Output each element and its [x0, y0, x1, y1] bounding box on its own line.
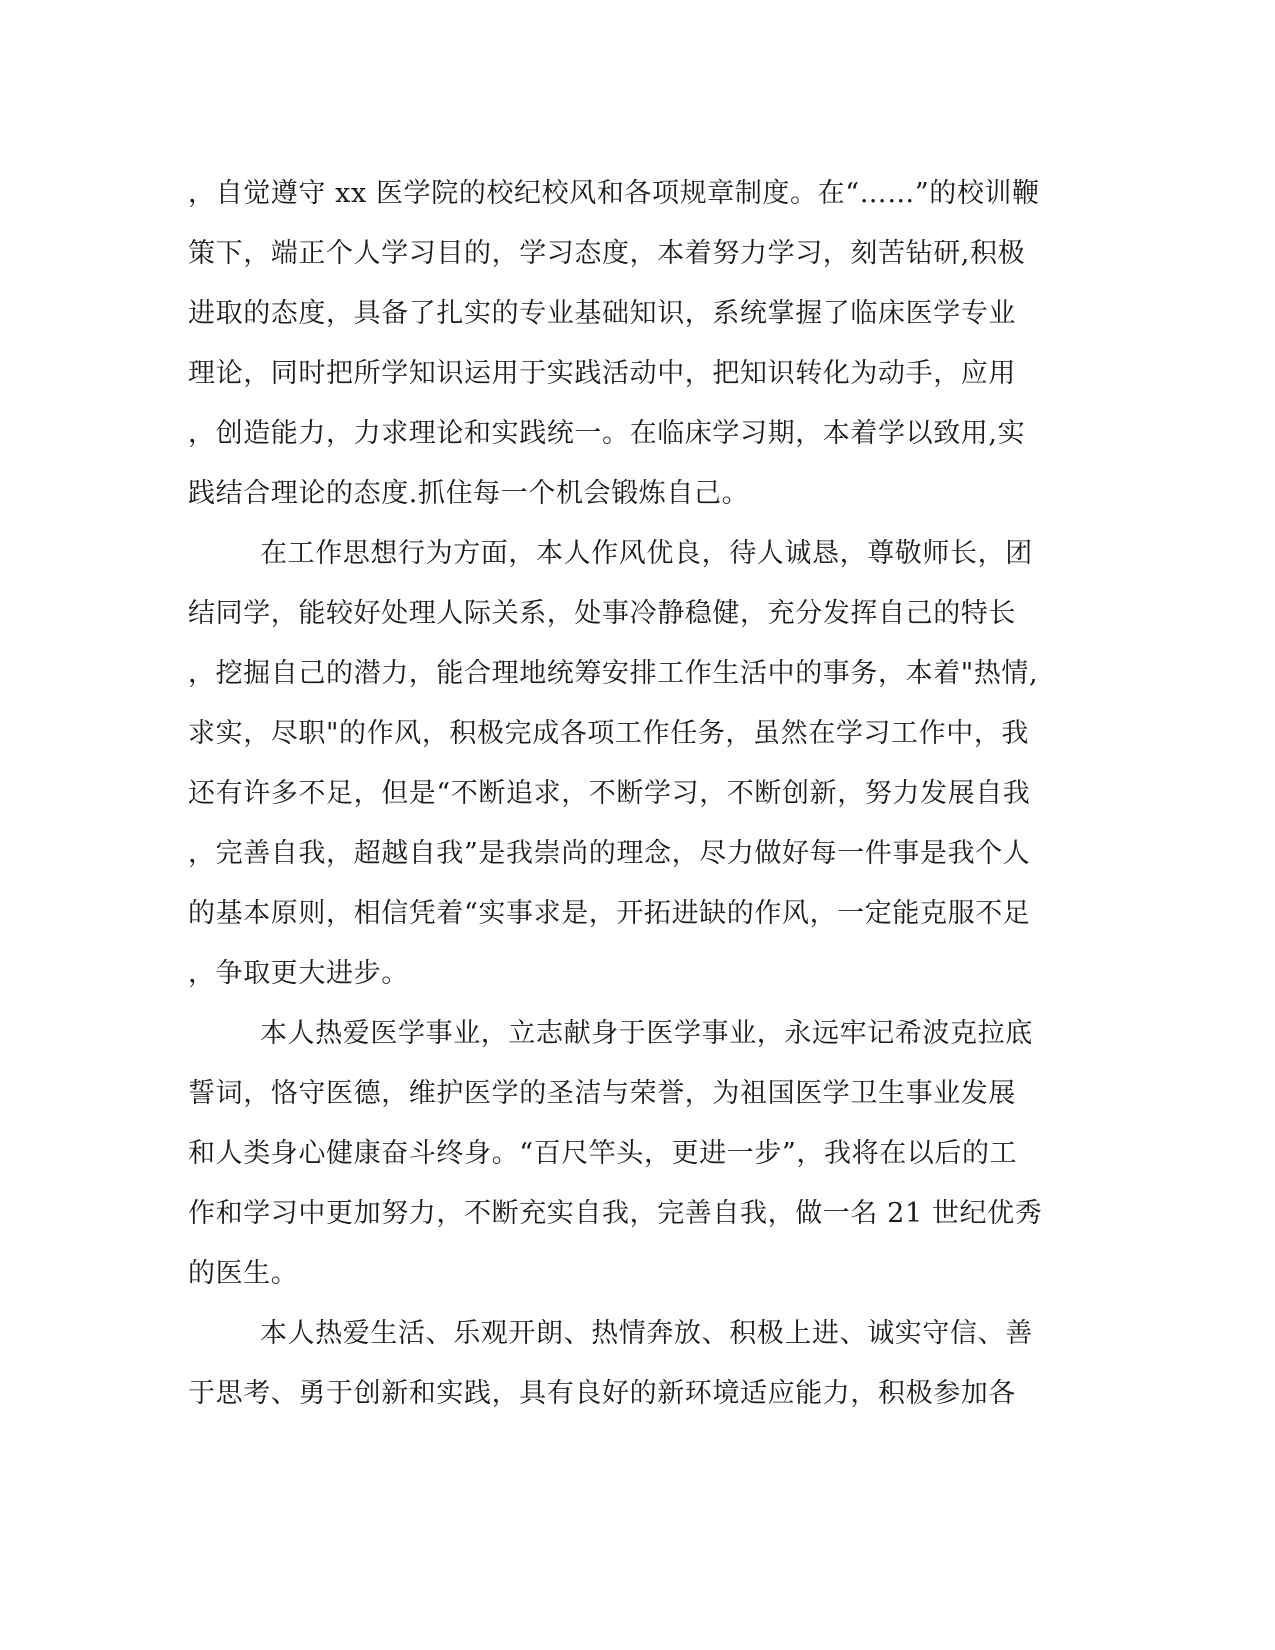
text-line: 结同学，能较好处理人际关系，处事冷静稳健，充分发挥自己的特长: [188, 598, 1016, 629]
text-line: 誓词，恪守医德，维护医学的圣洁与荣誉，为祖国医学卫生事业发展: [188, 1078, 1016, 1109]
text-line: 践结合理论的态度.抓住每一个机会锻炼自己。: [188, 478, 750, 509]
text-line: ，争取更大进步。: [188, 958, 409, 989]
text-line: ，创造能力，力求理论和实践统一。在临床学习期，本着学以致用,实: [188, 418, 1026, 449]
text-line: 求实，尽职"的作风，积极完成各项工作任务，虽然在学习工作中，我: [188, 718, 1030, 749]
paragraph-first-line: 在工作思想行为方面，本人作风优良，待人诚恳，尊敬师长，团: [260, 538, 1033, 569]
text-line: 进取的态度，具备了扎实的专业基础知识，系统掌握了临床医学专业: [188, 298, 1016, 329]
text-line: 的医生。: [188, 1258, 299, 1289]
text-line: ，自觉遵守 xx 医学院的校纪校风和各项规章制度。在“……”的校训鞭: [188, 178, 1040, 209]
text-line: 和人类身心健康奋斗终身。“百尺竿头，更进一步”，我将在以后的工: [188, 1138, 1018, 1169]
text-line: ，挖掘自己的潜力，能合理地统筹安排工作生活中的事务，本着"热情,: [188, 658, 1039, 689]
text-line: 作和学习中更加努力，不断充实自我，完善自我，做一名 21 世纪优秀: [188, 1198, 1043, 1229]
text-line: 于思考、勇于创新和实践，具有良好的新环境适应能力，积极参加各: [188, 1378, 1016, 1409]
paragraph-first-line: 本人热爱医学事业，立志献身于医学事业，永远牢记希波克拉底: [260, 1018, 1033, 1049]
document-body: [188, 164, 1068, 1424]
text-line: ，完善自我，超越自我”是我崇尚的理念，尽力做好每一件事是我个人: [188, 838, 1031, 869]
text-line: 还有许多不足，但是“不断追求，不断学习，不断创新，努力发展自我: [188, 778, 1031, 809]
paragraph-first-line: 本人热爱生活、乐观开朗、热情奔放、积极上进、诚实守信、善: [260, 1318, 1033, 1349]
text-line: 的基本原则，相信凭着“实事求是，开拓进缺的作风，一定能克服不足: [188, 898, 1031, 929]
text-line: 策下，端正个人学习目的，学习态度，本着努力学习，刻苦钻研,积极: [188, 238, 1026, 269]
text-line: 理论，同时把所学知识运用于实践活动中，把知识转化为动手，应用: [188, 358, 1016, 389]
